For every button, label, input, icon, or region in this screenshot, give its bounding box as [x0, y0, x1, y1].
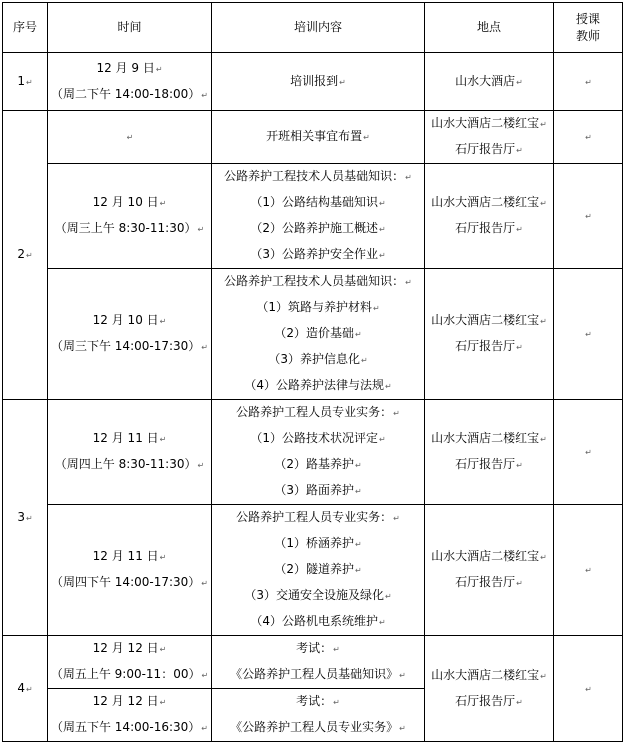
- seq-cell: 2↵: [3, 111, 48, 400]
- cell-line: 12 月 10 日↵: [92, 313, 167, 327]
- cell-line: （2）造价基础↵: [274, 326, 362, 340]
- cell-line: 山水大酒店二楼红宝↵: [431, 667, 547, 682]
- time-cell: [48, 269, 212, 400]
- time-cell: [48, 636, 212, 689]
- content-cell: [212, 400, 425, 505]
- cell-line: （周二下午 14:00-18:00）↵: [50, 86, 208, 101]
- cell-line: （3）养护信息化↵: [268, 352, 368, 366]
- cell-line: 山水大酒店二楼红宝↵: [431, 195, 547, 209]
- cell-line: （周五下午 14:00-16:30）↵: [50, 720, 208, 734]
- table-row: [3, 636, 623, 689]
- content-cell: [212, 111, 425, 164]
- time-cell: [48, 400, 212, 505]
- teacher-cell: ↵: [554, 53, 623, 111]
- cell-line: 石厅报告厅↵: [455, 693, 523, 708]
- location-cell: [425, 164, 554, 269]
- cell-line: （1）公路技术状况评定↵: [250, 431, 386, 445]
- teacher-cell: ↵: [554, 505, 623, 636]
- cell-line: （3）路面养护↵: [274, 483, 362, 497]
- header-content: 培训内容: [212, 3, 425, 53]
- teacher-cell: ↵: [554, 400, 623, 505]
- cell-line: 石厅报告厅↵: [455, 575, 523, 589]
- table-row: [3, 505, 623, 636]
- table-row: [3, 164, 623, 269]
- cell-line: 12 月 12 日↵: [92, 694, 167, 708]
- cell-line: 12 月 11 日↵: [92, 431, 167, 445]
- cell-line: 《公路养护工程人员基础知识》↵: [230, 667, 406, 681]
- location-cell: [425, 111, 554, 164]
- table-row: [3, 400, 623, 505]
- cell-line: （2）公路养护施工概述↵: [250, 221, 386, 235]
- table-row: [3, 53, 623, 111]
- cell-line: 石厅报告厅↵: [455, 221, 523, 235]
- seq-cell: 1↵: [3, 53, 48, 111]
- time-cell: [48, 53, 212, 111]
- cell-line: （4）公路养护法律与法规↵: [244, 378, 392, 392]
- time-cell: [48, 689, 212, 742]
- location-cell: [425, 269, 554, 400]
- cell-line: 公路养护工程人员专业实务：↵: [236, 405, 400, 419]
- teacher-cell: ↵: [554, 269, 623, 400]
- cell-line: 石厅报告厅↵: [455, 457, 523, 471]
- content-cell: [212, 505, 425, 636]
- cell-line: 山水大酒店二楼红宝↵: [431, 116, 547, 130]
- content-cell: [212, 164, 425, 269]
- cell-line: 公路养护工程人员专业实务：↵: [236, 510, 400, 524]
- cell-line: （周五上午 9:00-11：00）↵: [50, 667, 209, 681]
- cell-line: 12 月 10 日↵: [92, 195, 167, 209]
- header-row: [3, 3, 623, 53]
- cell-line: （1）桥涵养护↵: [274, 536, 362, 550]
- location-cell: [425, 505, 554, 636]
- seq-cell: 4↵: [3, 636, 48, 742]
- cell-line: 石厅报告厅↵: [455, 339, 523, 353]
- header-seq: 序号: [3, 3, 48, 53]
- teacher-cell: ↵: [554, 111, 623, 164]
- cell-line: 公路养护工程技术人员基础知识：↵: [224, 274, 412, 288]
- cell-line: （周三上午 8:30-11:30）↵: [54, 221, 205, 235]
- cell-line: 12 月 11 日↵: [92, 549, 167, 563]
- cell-line: 考试：↵: [296, 694, 340, 708]
- location-cell: [425, 400, 554, 505]
- cell-line: （周四上午 8:30-11:30）↵: [54, 457, 205, 471]
- time-cell: [48, 164, 212, 269]
- cell-line: 12 月 12 日↵: [92, 641, 167, 655]
- cell-line: （2）隧道养护↵: [274, 562, 362, 576]
- cell-line: 公路养护工程技术人员基础知识：↵: [224, 169, 412, 183]
- content-cell: [212, 689, 425, 742]
- cell-line: 12 月 9 日↵: [96, 60, 163, 75]
- table-row: [3, 269, 623, 400]
- cell-line: （2）路基养护↵: [274, 457, 362, 471]
- cell-line: 石厅报告厅↵: [455, 142, 523, 156]
- cell-line: 《公路养护工程人员专业实务》↵: [230, 720, 406, 734]
- training-schedule-table: [2, 2, 623, 742]
- cell-line: 山水大酒店二楼红宝↵: [431, 431, 547, 445]
- header-teacher: 授课 教师: [554, 3, 623, 53]
- cell-line: 山水大酒店二楼红宝↵: [431, 313, 547, 327]
- cell-line: 培训报到↵: [290, 73, 346, 88]
- cell-line: （周三下午 14:00-17:30）↵: [50, 339, 208, 353]
- table-row: [3, 111, 623, 164]
- location-cell: [425, 53, 554, 111]
- cell-line: （1）筑路与养护材料↵: [256, 300, 380, 314]
- cell-line: （1）公路结构基础知识↵: [250, 195, 386, 209]
- cell-line: （4）公路机电系统维护↵: [250, 614, 386, 628]
- cell-line: （3）公路养护安全作业↵: [250, 247, 386, 261]
- cell-line: 开班相关事宜布置↵: [266, 129, 370, 143]
- location-cell: [425, 636, 554, 742]
- time-cell: [48, 505, 212, 636]
- cell-line: 山水大酒店↵: [455, 73, 523, 88]
- cell-line: 山水大酒店二楼红宝↵: [431, 549, 547, 563]
- cell-line: （周四下午 14:00-17:30）↵: [50, 575, 208, 589]
- header-location: 地点: [425, 3, 554, 53]
- content-cell: [212, 269, 425, 400]
- teacher-cell: ↵: [554, 636, 623, 742]
- time-cell: ↵: [48, 111, 212, 164]
- cell-line: 考试：↵: [296, 641, 340, 655]
- content-cell: [212, 53, 425, 111]
- cell-line: （3）交通安全设施及绿化↵: [244, 588, 392, 602]
- content-cell: [212, 636, 425, 689]
- teacher-cell: ↵: [554, 164, 623, 269]
- seq-cell: 3↵: [3, 400, 48, 636]
- header-time: 时间: [48, 3, 212, 53]
